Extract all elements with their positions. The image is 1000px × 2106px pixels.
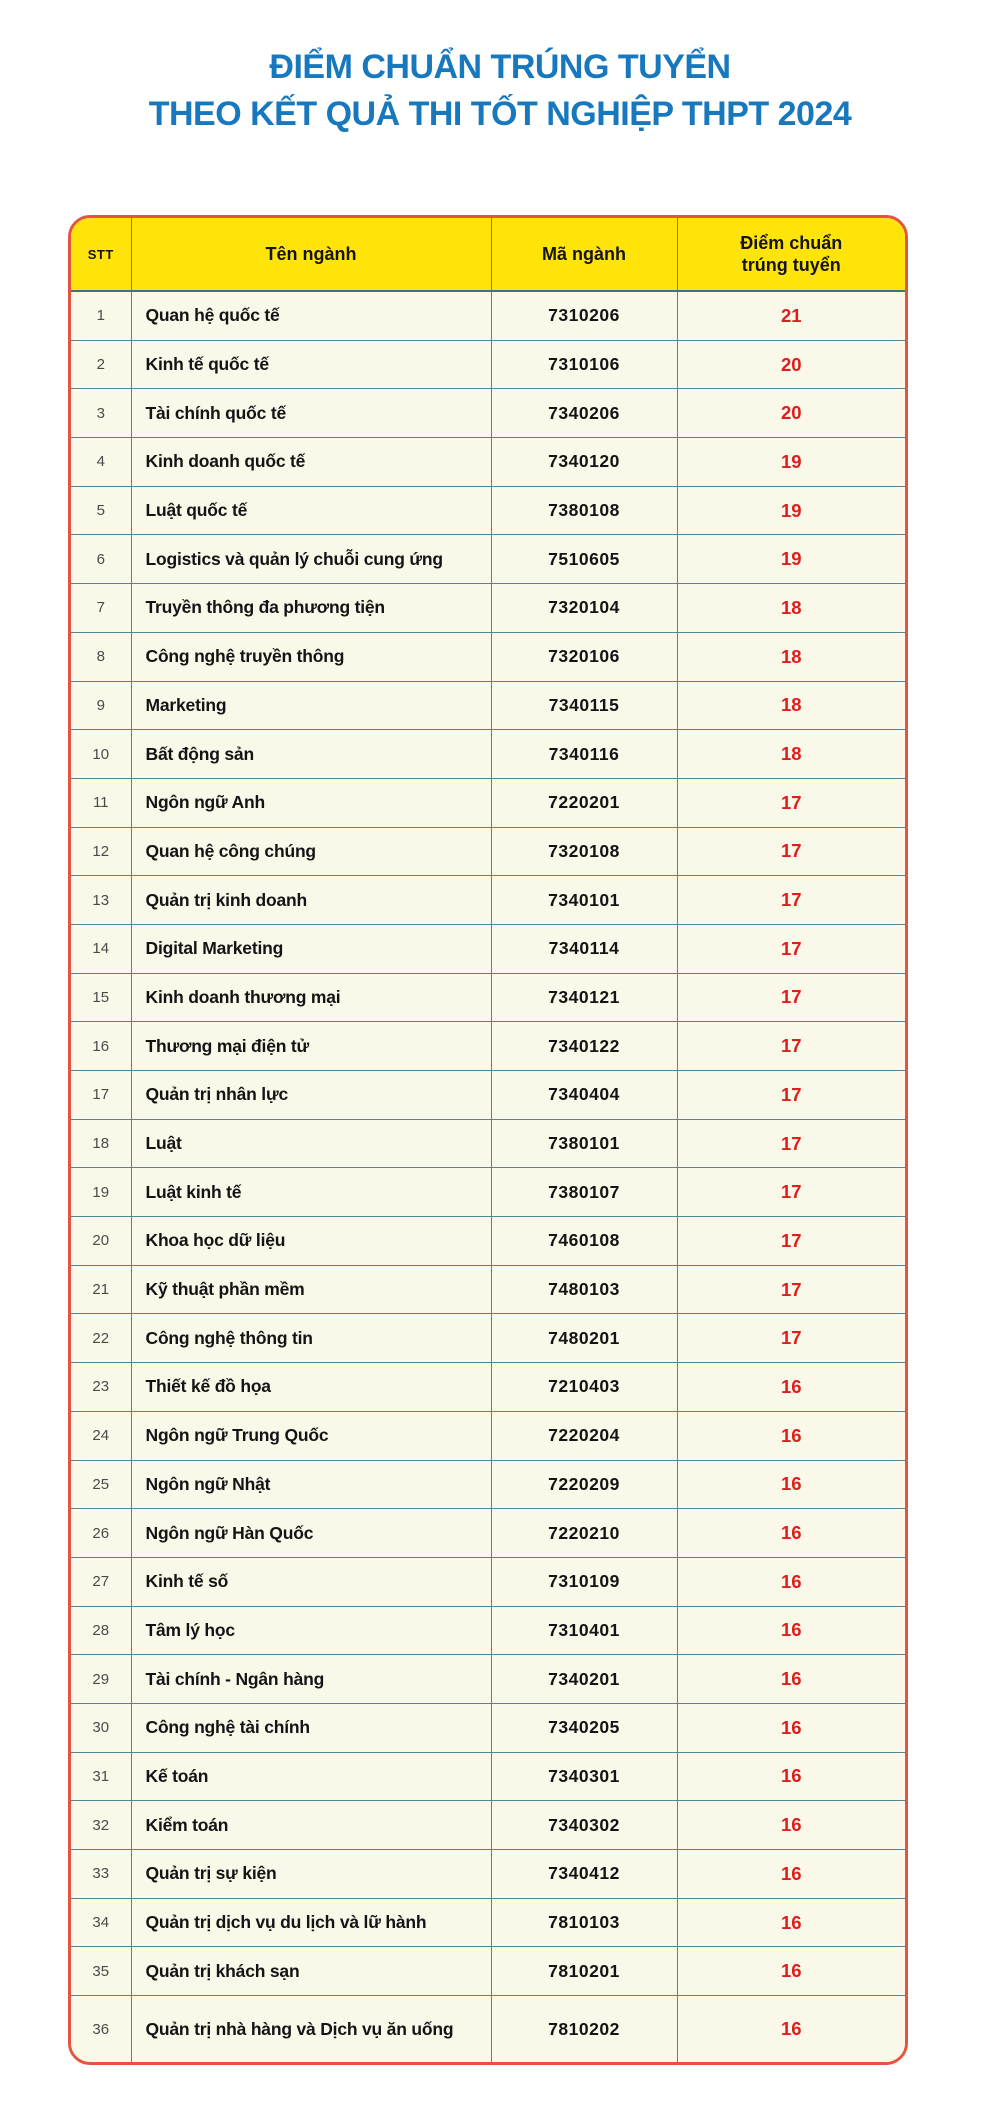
cell-stt: 11 <box>71 778 131 827</box>
cell-stt: 5 <box>71 486 131 535</box>
table-row <box>71 1363 905 1412</box>
cell-name: Kinh doanh thương mại <box>131 973 491 1022</box>
cell-score: 19 <box>677 535 905 584</box>
cell-name: Tài chính quốc tế <box>131 389 491 438</box>
header-row <box>71 218 905 291</box>
cell-name: Kế toán <box>131 1752 491 1801</box>
cell-name: Logistics và quản lý chuỗi cung ứng <box>131 535 491 584</box>
cell-score: 16 <box>677 1801 905 1850</box>
cell-score: 16 <box>677 1606 905 1655</box>
cell-stt: 29 <box>71 1655 131 1704</box>
cell-code: 7480201 <box>491 1314 677 1363</box>
cell-stt: 18 <box>71 1119 131 1168</box>
cell-score: 21 <box>677 291 905 340</box>
cell-name: Quản trị nhà hàng và Dịch vụ ăn uống <box>131 1996 491 2063</box>
page-title-line2: THEO KẾT QUẢ THI TỐT NGHIỆP THPT 2024 <box>148 95 852 133</box>
cell-name: Tâm lý học <box>131 1606 491 1655</box>
cell-code: 7810201 <box>491 1947 677 1996</box>
table-row <box>71 1898 905 1947</box>
cell-score: 16 <box>677 1703 905 1752</box>
cell-code: 7380107 <box>491 1168 677 1217</box>
cell-name: Luật quốc tế <box>131 486 491 535</box>
cell-score: 18 <box>677 584 905 633</box>
cell-code: 7320108 <box>491 827 677 876</box>
cell-stt: 17 <box>71 1071 131 1120</box>
cell-score: 19 <box>677 438 905 487</box>
cell-code: 7220210 <box>491 1509 677 1558</box>
cell-name: Kỹ thuật phần mềm <box>131 1265 491 1314</box>
table-row <box>71 1119 905 1168</box>
cell-name: Quản trị kinh doanh <box>131 876 491 925</box>
page-title <box>0 44 1000 138</box>
cell-score: 18 <box>677 730 905 779</box>
table-row <box>71 1071 905 1120</box>
cell-code: 7340206 <box>491 389 677 438</box>
table-row <box>71 1850 905 1899</box>
cell-score: 17 <box>677 1314 905 1363</box>
table-row <box>71 340 905 389</box>
table-row <box>71 632 905 681</box>
table-row <box>71 1703 905 1752</box>
cell-name: Khoa học dữ liệu <box>131 1217 491 1266</box>
cell-stt: 13 <box>71 876 131 925</box>
cell-code: 7320104 <box>491 584 677 633</box>
cell-stt: 34 <box>71 1898 131 1947</box>
table-row <box>71 1217 905 1266</box>
table-row <box>71 1314 905 1363</box>
table-row <box>71 1411 905 1460</box>
cell-stt: 26 <box>71 1509 131 1558</box>
cell-name: Ngôn ngữ Anh <box>131 778 491 827</box>
cell-code: 7310109 <box>491 1557 677 1606</box>
table-row <box>71 486 905 535</box>
cell-name: Quản trị nhân lực <box>131 1071 491 1120</box>
cell-code: 7340122 <box>491 1022 677 1071</box>
table-row <box>71 1557 905 1606</box>
cell-stt: 6 <box>71 535 131 584</box>
cell-stt: 7 <box>71 584 131 633</box>
table-header <box>71 218 905 291</box>
cell-score: 17 <box>677 1217 905 1266</box>
cell-name: Marketing <box>131 681 491 730</box>
cell-score: 20 <box>677 389 905 438</box>
cell-code: 7340404 <box>491 1071 677 1120</box>
cell-code: 7380108 <box>491 486 677 535</box>
table-row <box>71 535 905 584</box>
cell-code: 7340116 <box>491 730 677 779</box>
table-row <box>71 1655 905 1704</box>
table-row <box>71 1606 905 1655</box>
cell-code: 7310401 <box>491 1606 677 1655</box>
table-row <box>71 1460 905 1509</box>
cell-score: 17 <box>677 1022 905 1071</box>
table-row <box>71 924 905 973</box>
cell-name: Ngôn ngữ Trung Quốc <box>131 1411 491 1460</box>
cell-score: 16 <box>677 1996 905 2063</box>
cell-name: Quản trị sự kiện <box>131 1850 491 1899</box>
cell-stt: 32 <box>71 1801 131 1850</box>
cell-stt: 35 <box>71 1947 131 1996</box>
cell-stt: 28 <box>71 1606 131 1655</box>
cell-stt: 27 <box>71 1557 131 1606</box>
table-row <box>71 1022 905 1071</box>
cell-stt: 1 <box>71 291 131 340</box>
cell-name: Kiểm toán <box>131 1801 491 1850</box>
cell-code: 7310206 <box>491 291 677 340</box>
cell-code: 7510605 <box>491 535 677 584</box>
table-row <box>71 291 905 340</box>
cell-score: 17 <box>677 778 905 827</box>
cell-code: 7340101 <box>491 876 677 925</box>
cell-score: 16 <box>677 1363 905 1412</box>
cell-name: Công nghệ truyền thông <box>131 632 491 681</box>
cell-score: 19 <box>677 486 905 535</box>
cell-name: Ngôn ngữ Hàn Quốc <box>131 1509 491 1558</box>
table-row <box>71 1801 905 1850</box>
cell-name: Quản trị dịch vụ du lịch và lữ hành <box>131 1898 491 1947</box>
cell-stt: 33 <box>71 1850 131 1899</box>
cell-stt: 24 <box>71 1411 131 1460</box>
table-row <box>71 876 905 925</box>
cell-score: 16 <box>677 1557 905 1606</box>
scores-table <box>71 218 905 2062</box>
cell-name: Kinh tế số <box>131 1557 491 1606</box>
cell-name: Tài chính - Ngân hàng <box>131 1655 491 1704</box>
cell-score: 18 <box>677 632 905 681</box>
cell-stt: 14 <box>71 924 131 973</box>
cell-stt: 9 <box>71 681 131 730</box>
col-header-stt: STT <box>71 218 131 291</box>
table-row <box>71 681 905 730</box>
table-row <box>71 1752 905 1801</box>
cell-score: 16 <box>677 1898 905 1947</box>
cell-code: 7320106 <box>491 632 677 681</box>
cell-code: 7310106 <box>491 340 677 389</box>
table-row <box>71 1265 905 1314</box>
cell-name: Thương mại điện tử <box>131 1022 491 1071</box>
cell-code: 7220204 <box>491 1411 677 1460</box>
cell-name: Kinh tế quốc tế <box>131 340 491 389</box>
cell-code: 7460108 <box>491 1217 677 1266</box>
cell-score: 16 <box>677 1411 905 1460</box>
cell-stt: 21 <box>71 1265 131 1314</box>
cell-name: Truyền thông đa phương tiện <box>131 584 491 633</box>
table-row <box>71 827 905 876</box>
cell-stt: 4 <box>71 438 131 487</box>
col-header-code: Mã ngành <box>491 218 677 291</box>
cell-stt: 25 <box>71 1460 131 1509</box>
table-row <box>71 778 905 827</box>
cell-code: 7340301 <box>491 1752 677 1801</box>
cell-name: Ngôn ngữ Nhật <box>131 1460 491 1509</box>
col-header-score-label: Điểm chuẩn trúng tuyển <box>740 232 843 275</box>
cell-stt: 30 <box>71 1703 131 1752</box>
cell-stt: 36 <box>71 1996 131 2063</box>
cell-score: 17 <box>677 973 905 1022</box>
cell-stt: 20 <box>71 1217 131 1266</box>
cell-name: Quan hệ quốc tế <box>131 291 491 340</box>
cell-stt: 8 <box>71 632 131 681</box>
cell-score: 18 <box>677 681 905 730</box>
cell-name: Quan hệ công chúng <box>131 827 491 876</box>
cell-stt: 31 <box>71 1752 131 1801</box>
cell-stt: 2 <box>71 340 131 389</box>
cell-code: 7380101 <box>491 1119 677 1168</box>
cell-score: 16 <box>677 1655 905 1704</box>
cell-name: Luật <box>131 1119 491 1168</box>
cell-score: 16 <box>677 1460 905 1509</box>
table-row <box>71 730 905 779</box>
cell-stt: 23 <box>71 1363 131 1412</box>
cell-score: 17 <box>677 876 905 925</box>
table-row <box>71 584 905 633</box>
cell-name: Công nghệ thông tin <box>131 1314 491 1363</box>
col-header-score <box>677 218 905 291</box>
table-row <box>71 1947 905 1996</box>
cell-stt: 15 <box>71 973 131 1022</box>
cell-name: Thiết kế đồ họa <box>131 1363 491 1412</box>
page-title-line1: ĐIỂM CHUẨN TRÚNG TUYỂN <box>269 48 731 86</box>
cell-score: 20 <box>677 340 905 389</box>
cell-code: 7210403 <box>491 1363 677 1412</box>
cell-name: Digital Marketing <box>131 924 491 973</box>
cell-score: 17 <box>677 924 905 973</box>
cell-score: 16 <box>677 1509 905 1558</box>
cell-score: 16 <box>677 1947 905 1996</box>
cell-name: Công nghệ tài chính <box>131 1703 491 1752</box>
cell-name: Luật kinh tế <box>131 1168 491 1217</box>
cell-code: 7340120 <box>491 438 677 487</box>
cell-stt: 12 <box>71 827 131 876</box>
cell-code: 7340205 <box>491 1703 677 1752</box>
cell-code: 7220209 <box>491 1460 677 1509</box>
scores-table-container <box>68 215 908 2065</box>
cell-score: 16 <box>677 1752 905 1801</box>
cell-code: 7480103 <box>491 1265 677 1314</box>
cell-score: 16 <box>677 1850 905 1899</box>
cell-code: 7340114 <box>491 924 677 973</box>
cell-score: 17 <box>677 1265 905 1314</box>
table-row <box>71 389 905 438</box>
table-row <box>71 1168 905 1217</box>
cell-stt: 16 <box>71 1022 131 1071</box>
cell-name: Kinh doanh quốc tế <box>131 438 491 487</box>
cell-code: 7810103 <box>491 1898 677 1947</box>
table-row <box>71 1509 905 1558</box>
cell-code: 7340121 <box>491 973 677 1022</box>
cell-score: 17 <box>677 1071 905 1120</box>
cell-code: 7340201 <box>491 1655 677 1704</box>
table-row <box>71 438 905 487</box>
table-body <box>71 291 905 2062</box>
cell-code: 7340302 <box>491 1801 677 1850</box>
cell-stt: 10 <box>71 730 131 779</box>
cell-stt: 19 <box>71 1168 131 1217</box>
cell-code: 7220201 <box>491 778 677 827</box>
col-header-name: Tên ngành <box>131 218 491 291</box>
cell-code: 7340115 <box>491 681 677 730</box>
cell-stt: 3 <box>71 389 131 438</box>
cell-stt: 22 <box>71 1314 131 1363</box>
cell-name: Bất động sản <box>131 730 491 779</box>
cell-score: 17 <box>677 827 905 876</box>
cell-code: 7810202 <box>491 1996 677 2063</box>
cell-code: 7340412 <box>491 1850 677 1899</box>
cell-name: Quản trị khách sạn <box>131 1947 491 1996</box>
table-row <box>71 973 905 1022</box>
table-row <box>71 1996 905 2063</box>
cell-score: 17 <box>677 1168 905 1217</box>
cell-score: 17 <box>677 1119 905 1168</box>
